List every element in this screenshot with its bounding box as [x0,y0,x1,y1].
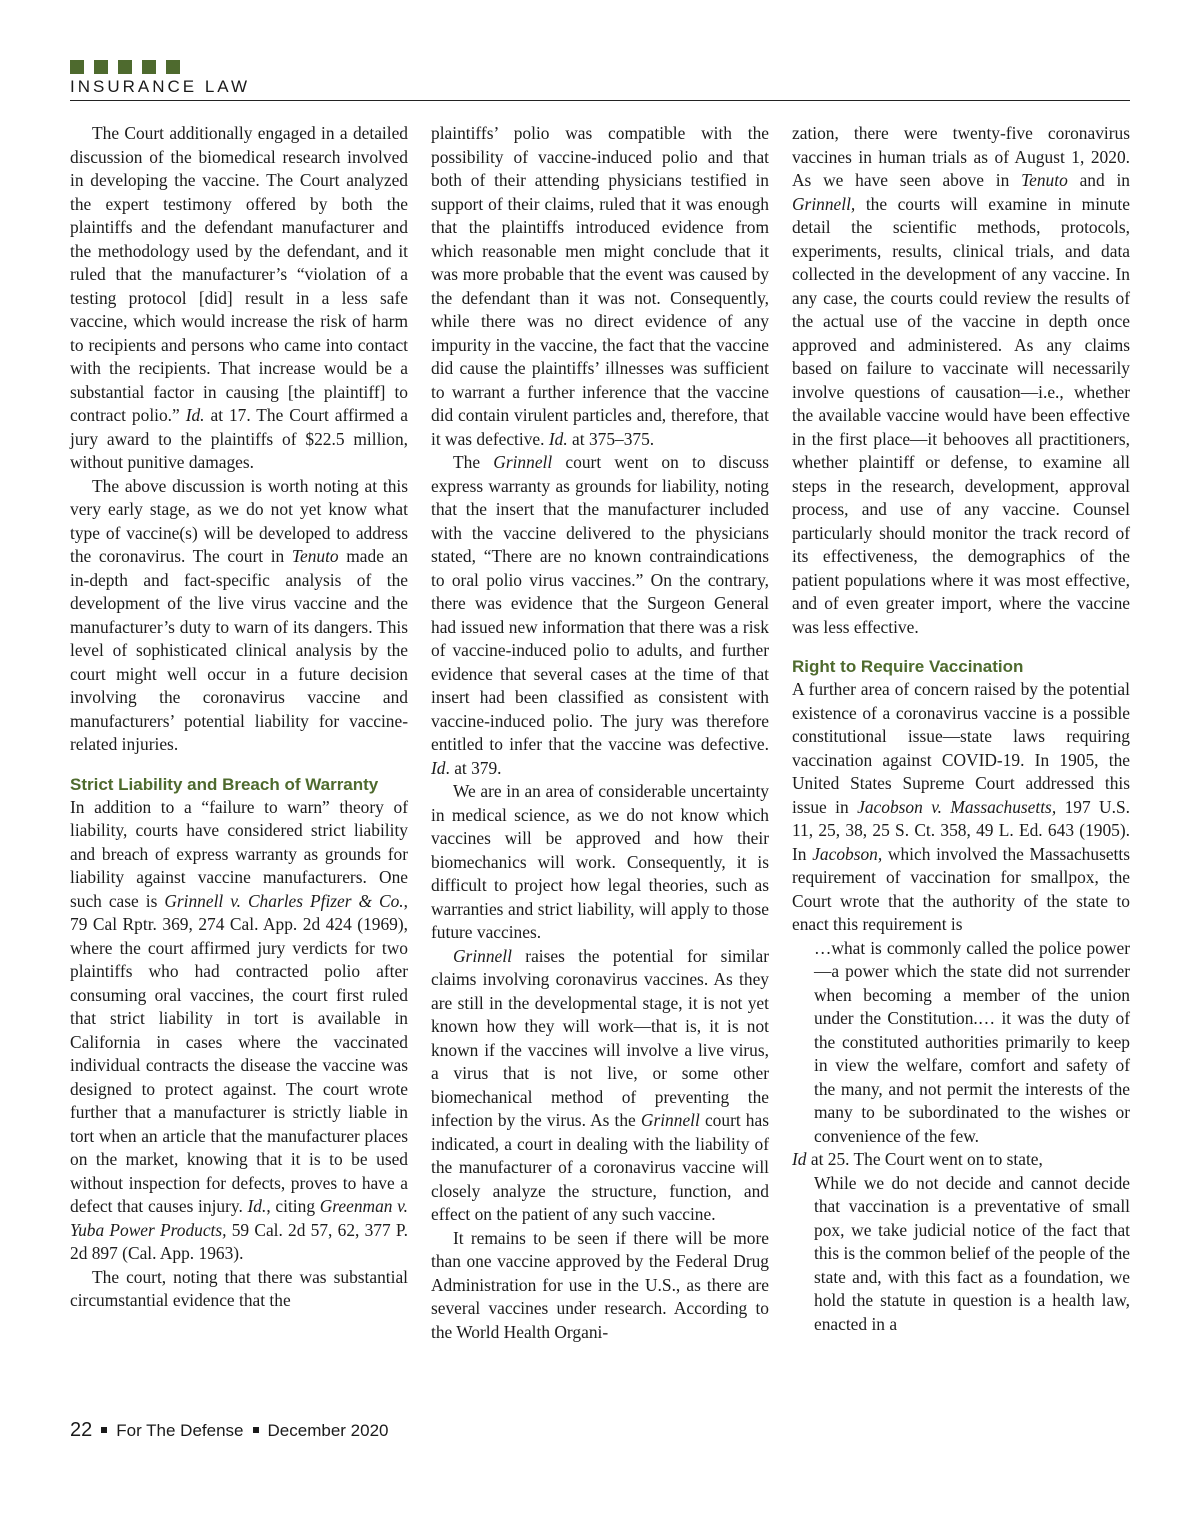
header-rule [70,100,1130,101]
section-heading: Right to Require Vaccination [792,657,1024,676]
marker-square [94,60,108,74]
article-column-1 [70,122,408,1313]
paragraph: Grinnell raises the potential for similar claims involving coronavirus vaccines. As they are still in the developmental stage, it is not yet known how they will work—that is, it is not known if the vaccines will involve a live virus, a virus that is not live, or some other biomechanical method of preventing the infection by the virus. As the Grinnell court has indicated, a court in dealing with the liability of the manufacturer of a coronavirus vaccine will closely analyze the structure, function, and effect on the patient of any such vaccine. [431,945,769,1224]
page-footer [70,1419,388,1442]
paragraph: The Grinnell court went on to discuss express warranty as grounds for liability, noting that the insert that the manufacturer included with the vaccine delivered to the physicians stated, “There are no known contraindications to oral polio virus vaccines.” On the contrary, there was evidence that the Surgeon General had issued new information that there was a risk of vaccine-induced polio to adults, and further evidence that several cases at the time of that insert had been classified as consistent with vaccine-induced polio. The jury was therefore entitled to infer that the vaccine was defective. Id. at 379. [431,452,769,778]
paragraph: The court, noting that there was substantial circumstantial evidence that the [70,1266,408,1310]
marker-square [166,60,180,74]
block-quote: While we do not decide and cannot decide that vaccination is a preventative of small pox, we take judicial notice of the fact that this is the common belief of the people of the state and, with this fact as a foundation, we hold the statute in question is a health law, enacted in a [814,1172,1130,1334]
publication-name: For The Defense [116,1421,244,1440]
separator-bullet [253,1427,259,1433]
section-title: INSURANCE LAW [70,77,251,96]
paragraph: The Court additionally engaged in a detailed discussion of the biomedical research involved in developing the vaccine. The Court analyzed the expert testimony offered by both the plaintiffs and the defendant manufacturer and the methodology used by the defendant, and it ruled that the manufacturer’s “violation of a testing protocol [did] result in a less safe vaccine, which would increase the risk of harm to recipients and persons who came into contact with the recipients. That increase would be a substantial factor in causing [the plaintiff] to contract polio.” Id. at 17. The Court affirmed a jury award to the plaintiffs of $22.5 million, without punitive damages. [70,123,408,472]
paragraph: In addition to a “failure to warn” theory of liability, courts have considered strict liability and breach of express warranty as grounds for liability against vaccine manufacturers. One such case is Grinnell v. Charles Pfizer & Co., 79 Cal Rptr. 369, 274 Cal. App. 2d 424 (1969), where the court affirmed jury verdicts for two plaintiffs who had contracted polio after consuming oral vaccines, the court first ruled that strict liability in tort is available in California in cases where the vaccinated individual contracts the disease the vaccine was designed to protect against. The court wrote further that a manufacturer is strictly liable in tort when an article that the manufacturer places on the market, knowing that it is to be used without inspection for defects, proves to have a defect that causes injury. Id., citing Greenman v. Yuba Power Products, 59 Cal. 2d 57, 62, 377 P. 2d 897 (Cal. App. 1963). [70,796,408,1263]
paragraph: zation, there were twenty-five coronavirus vaccines in human trials as of August 1, 2020. As we have seen above in Tenuto and in Grinnell, the courts will examine in minute detail the scientific methods, protocols, experiments, results, clinical trials, and data collected in the development of any vaccine. In any case, the courts could review the results of the actual use of the vaccine in depth once approved and administered. As any claims based on failure to vaccinate will necessarily involve questions of causation—i.e., whether the available vaccine would have been effective in the first place—it behooves all practitioners, whether plaintiff or defense, to examine all steps in the research, development, approval process, and use of any vaccine. Counsel particularly should monitor the track record of its effectiveness, the demographics of the patient populations where it was most effective, and of even greater import, where the vaccine was less effective. [792,123,1130,637]
paragraph: It remains to be seen if there will be more than one vaccine approved by the Federal Drug Administration for use in the U.S., as there are several vaccines under research. According to the World Health Organi- [431,1227,769,1342]
page-number: 22 [70,1419,93,1441]
section-heading: Strict Liability and Breach of Warranty [70,774,379,794]
paragraph: A further area of concern raised by the potential existence of a coronavirus vaccine is a possible constitutional issue—state laws requiring vaccination against COVID-19. In 1905, the United States Supreme Court addressed this issue in Jacobson v. Massachusetts, 197 U.S. 11, 25, 38, 25 S. Ct. 358, 49 L. Ed. 643 (1905). In Jacobson, which involved the Massachusetts requirement of vaccination for smallpox, the Court wrote that the authority of the state to enact this requirement is [792,679,1130,934]
marker-square [70,60,84,74]
paragraph: plaintiffs’ polio was compatible with the possibility of vaccine-induced polio and that both of their attending physicians testified in support of their claims, ruled that it was enough that the plaintiffs introduced evidence from which reasonable men might conclude that it was more probable that the event was caused by the defendant than it was not. Consequently, while there was no direct evidence of any impurity in the vaccine, the fact that the vaccine did cause the plaintiffs’ illnesses was sufficient to warrant a further inference that the vaccine did contain virulent particles and, therefore, that it was defective. Id. at 375–375. [431,123,769,449]
article-column-2 [431,122,769,1344]
marker-square [142,60,156,74]
paragraph: The above discussion is worth noting at this very early stage, as we do not yet know what type of vaccine(s) will be developed to address the coronavirus. The court in Tenuto made an in-depth and fact-specific analysis of the development of the live virus vaccine and the manufacturer’s duty to warn of its dangers. This level of sophisticated clinical analysis by the court might well occur in a future decision involving the coronavirus vaccine and manufacturers’ potential liability for vaccine-related injuries. [70,475,408,754]
block-quote: …what is commonly called the police power—a power which the state did not surrender when becoming a member of the union under the Constitution.… it was the duty of the constituted authorities primarily to keep in view the welfare, comfort and safety of the many, and not permit the interests of the many to be subordinated to the wishes or convenience of the few. [814,937,1130,1146]
section-marker-squares [70,60,190,75]
issue-date: December 2020 [267,1421,389,1440]
separator-bullet [101,1427,107,1433]
article-column-3 [792,122,1130,1336]
paragraph: We are in an area of considerable uncertainty in medical science, as we do not know which vaccines will be approved and how their biomechanics will work. Consequently, it is difficult to project how legal theories, such as warranties and strict liability, will apply to those future vaccines. [431,781,769,942]
marker-square [118,60,132,74]
paragraph: Id at 25. The Court went on to state, [792,1149,1043,1169]
